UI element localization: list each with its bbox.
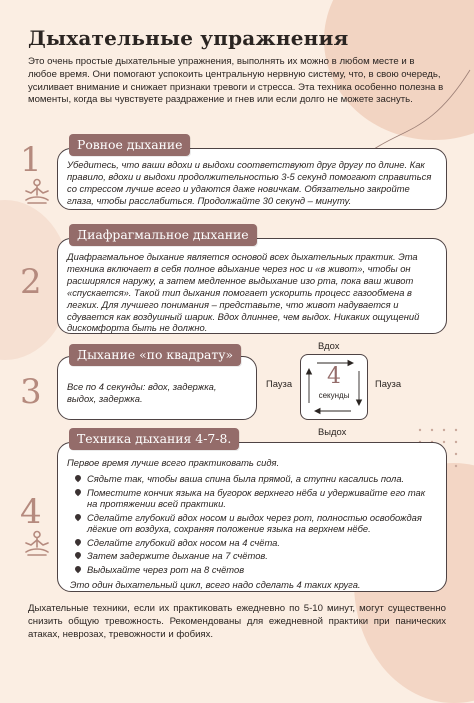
section-number-2: 2 <box>20 262 42 302</box>
section-card-1 <box>57 148 447 210</box>
list-item: Поместите кончик языка на бугорок верхнего нёба и удерживайте его так на протяжении всей практики. <box>74 487 428 510</box>
breathing-square <box>300 354 368 420</box>
square-label-pause-right: Пауза <box>375 378 402 389</box>
list-item: Выдыхайте через рот на 8 счётов <box>74 564 428 575</box>
footer-paragraph: Дыхательные техники, если их практиковать ежедневно по 5-10 минут, могут существенно снизить общую тревожность. Рекомендованы для ежедневной практики при панических атаках, неврозах, тревожности и фобиях. <box>28 603 446 640</box>
bullet-icon <box>74 512 82 520</box>
section-number-3: 3 <box>20 372 42 412</box>
section-text-3: Все по 4 секунды: вдох, задержка, выдох, задержка. <box>67 381 217 404</box>
section-number-1: 1 <box>20 140 42 180</box>
list-item: Сделайте глубокий вдох носом и выдох через рот, полностью освобождая лёгкие от воздуха, сохраняя положение языка на верхнем нёбе. <box>74 512 428 535</box>
square-center-unit: секунды <box>318 391 350 400</box>
steps-container <box>58 473 446 575</box>
section-heading-4: Техника дыхания 4-7-8. <box>69 428 239 450</box>
section-text-1: Убедитесь, что ваши вдохи и выдохи соответствуют друг другу по длине. Как правило, вдохи и выдохи продолжительностью 3-5 секунд помогают справиться со стрессом лучше всего и удаются даже новичкам. Обязательно закройте глаза, чтобы расслабиться. Продолжайте 30 секунд – минуту. <box>67 159 432 206</box>
square-center-number: 4 <box>327 364 341 389</box>
meditation-icon <box>22 530 52 558</box>
section-heading-1: Ровное дыхание <box>69 134 190 156</box>
steps-list <box>74 473 428 575</box>
section-text-2: Диафрагмальное дыхание является основой всех дыхательных практик. Эта техника включает в себя полное вдыхание через нос и «в живот», чтобы он расширялся наружу, а затем медленное выдыхание изо рта, пока ваш живот «спускается». Такой тип дыхания помогает ускорить процесс газообмена в легких. Для лучшего понимания – представьте, что живот надувается и сдувается как воздушный шарик. Вдох длиннее, чем выдох. Никаких ощущений дискомфорта быть не должно. <box>67 251 420 334</box>
bullet-icon <box>74 551 82 559</box>
page-title: Дыхательные упражнения <box>28 26 349 50</box>
bullet-icon <box>74 487 82 495</box>
list-item: Сядьте так, чтобы ваша спина была прямой, а ступни касались пола. <box>74 473 428 484</box>
section-card-4 <box>57 442 447 592</box>
meditation-icon <box>22 178 52 206</box>
square-label-inhale: Вдох <box>318 340 340 351</box>
bullet-icon <box>74 474 82 482</box>
list-item: Сделайте глубокий вдох носом на 4 счёта. <box>74 537 428 548</box>
list-item: Затем задержите дыхание на 7 счётов. <box>74 550 428 561</box>
bullet-icon <box>74 537 82 545</box>
section-outro-4: Это один дыхательный цикл, всего надо сделать 4 таких круга. <box>70 579 361 591</box>
square-label-exhale: Выдох <box>318 426 347 437</box>
bullet-icon <box>74 565 82 573</box>
section-heading-3: Дыхание «по квадрату» <box>69 344 241 366</box>
section-card-2 <box>57 238 447 334</box>
square-label-pause-left: Пауза <box>266 378 293 389</box>
section-intro-4: Первое время лучше всего практиковать сидя. <box>67 457 280 468</box>
section-number-4: 4 <box>20 492 42 532</box>
intro-paragraph: Это очень простые дыхательные упражнения, выполнять их можно в любом месте и в любое время. Они помогают успокоить центральную нервную систему, что, в свою очередь, усиливает внимание и снижает признаки тревоги и стресса. Эта техника особенно полезна в моменты, когда вы чувствуете раздражение и гнев или если долго не можете заснуть. <box>28 56 444 106</box>
section-heading-2: Диафрагмальное дыхание <box>69 224 257 246</box>
